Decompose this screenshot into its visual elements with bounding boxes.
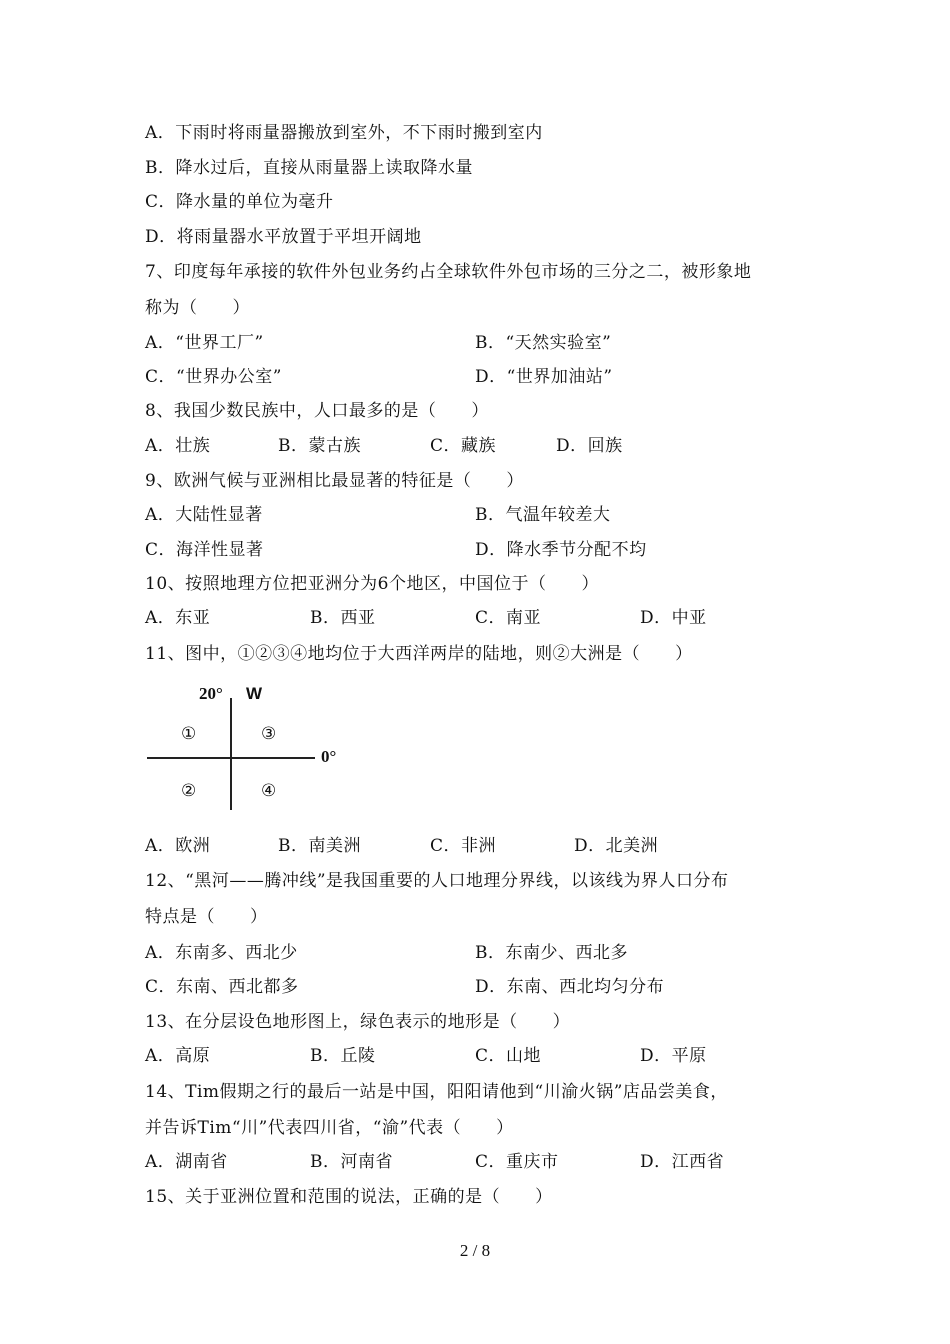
q12-stem-line1: 12、“黑河——腾冲线”是我国重要的人口地理分界线，以该线为界人口分布 [145,871,729,891]
q11-stem: 11、图中，①②③④地均位于大西洋两岸的陆地，则②大洲是（ ） [145,644,693,664]
q9-option-c: C．海洋性显著 [145,540,264,560]
q13-option-d: D．平原 [640,1046,707,1066]
q14-option-d: D．江西省 [640,1152,725,1172]
q11-option-b: B．南美洲 [278,836,361,856]
q14-stem-line2: 并告诉Tim“川”代表四川省，“渝”代表（ ） [145,1118,514,1138]
q12-option-a: A．东南多、西北少 [145,943,298,963]
q14-option-c: C．重庆市 [475,1152,559,1172]
q7-stem-line1: 7、印度每年承接的软件外包业务约占全球软件外包市场的三分之二，被形象地 [145,262,752,282]
meridian-degree-label: 20° [199,684,223,703]
q6-option-d: D．将雨量器水平放置于平坦开阔地 [145,227,422,247]
q9-option-a: A．大陆性显著 [145,505,263,525]
q9-stem: 9、欧洲气候与亚洲相比最显著的特征是（ ） [145,471,524,491]
q9-option-d: D．降水季节分配不均 [475,540,647,560]
q7-option-d: D．“世界加油站” [475,367,613,387]
q10-option-b: B．西亚 [310,608,376,628]
quadrant-4-label: ④ [261,781,277,801]
q6-option-a: A．下雨时将雨量器搬放到室外，不下雨时搬到室内 [145,123,543,143]
q11-quadrant-svg [145,682,360,812]
q11-quadrant-diagram [145,682,360,812]
q14-stem-line1: 14、Tim假期之行的最后一站是中国，阳阳请他到“川渝火锅”店品尝美食， [145,1082,728,1102]
q6-option-b: B．降水过后，直接从雨量器上读取降水量 [145,158,473,178]
q7-option-a: A．“世界工厂” [145,333,264,353]
q8-stem: 8、我国少数民族中，人口最多的是（ ） [145,401,489,421]
q7-option-b: B．“天然实验室” [475,333,612,353]
equator-degree-label: 0° [321,747,337,766]
q12-option-c: C．东南、西北都多 [145,977,299,997]
q8-option-a: A．壮族 [145,436,211,456]
q6-option-c: C．降水量的单位为毫升 [145,192,334,212]
quadrant-2-label: ② [181,781,197,801]
q12-stem-line2: 特点是（ ） [145,907,268,927]
q11-option-c: C．非洲 [430,836,497,856]
q13-option-a: A．高原 [145,1046,211,1066]
q11-option-a: A．欧洲 [145,836,211,856]
quadrant-1-label: ① [181,724,197,744]
q10-option-a: A．东亚 [145,608,211,628]
q13-option-c: C．山地 [475,1046,542,1066]
q12-option-d: D．东南、西北均匀分布 [475,977,665,997]
q9-option-b: B．气温年较差大 [475,505,611,525]
page-number: 2 / 8 [459,1241,491,1260]
q13-stem: 13、在分层设色地形图上，绿色表示的地形是（ ） [145,1012,571,1032]
q10-option-d: D．中亚 [640,608,707,628]
q7-stem-line2: 称为（ ） [145,298,250,318]
q15-stem: 15、关于亚洲位置和范围的说法，正确的是（ ） [145,1187,553,1207]
q14-option-a: A．湖南省 [145,1152,228,1172]
q7-option-c: C．“世界办公室” [145,367,282,387]
q10-option-c: C．南亚 [475,608,542,628]
q8-option-b: B．蒙古族 [278,436,361,456]
q8-option-d: D．回族 [556,436,623,456]
q12-option-b: B．东南少、西北多 [475,943,628,963]
q14-option-b: B．河南省 [310,1152,393,1172]
q10-stem: 10、按照地理方位把亚洲分为6个地区，中国位于（ ） [145,574,599,594]
q11-option-d: D．北美洲 [574,836,659,856]
q13-option-b: B．丘陵 [310,1046,376,1066]
q8-option-c: C．藏族 [430,436,497,456]
meridian-direction-label: W [246,684,263,703]
quadrant-3-label: ③ [261,724,277,744]
